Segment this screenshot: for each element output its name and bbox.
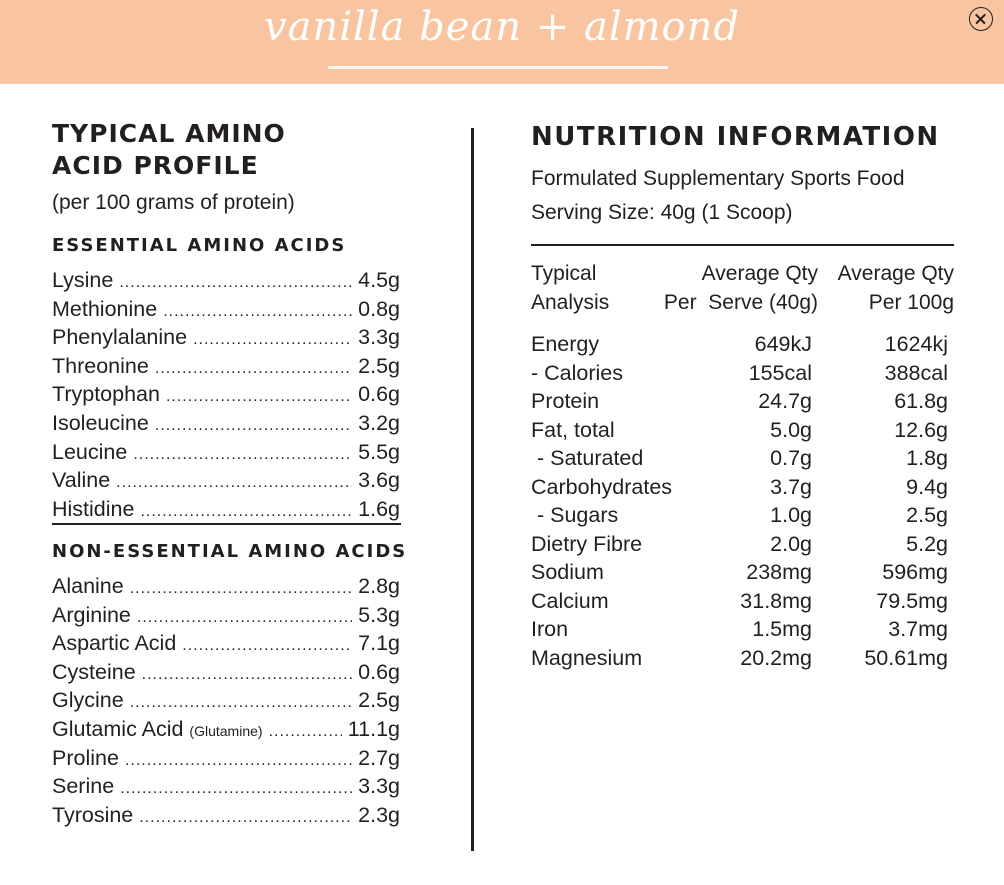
nutrition-row bbox=[531, 446, 954, 475]
header-typical-analysis bbox=[531, 259, 651, 317]
amino-name bbox=[52, 574, 124, 599]
nutrient-label: Fat, total bbox=[531, 417, 615, 442]
nutrition-table-header bbox=[531, 259, 954, 319]
nutrition-row bbox=[531, 361, 954, 390]
amino-row bbox=[52, 803, 400, 832]
header-col1-line1: Typical bbox=[531, 262, 597, 285]
dot-leader bbox=[116, 474, 352, 492]
amino-value: 5.3g bbox=[358, 602, 400, 627]
nutrient-label: Carbohydrates bbox=[531, 474, 673, 499]
amino-name bbox=[52, 440, 127, 465]
amino-row bbox=[52, 631, 400, 660]
nutrient-label: - Saturated bbox=[531, 446, 644, 470]
amino-name bbox=[52, 774, 114, 799]
amino-name bbox=[52, 803, 133, 828]
amino-row bbox=[52, 411, 400, 440]
amino-value: 0.8g bbox=[358, 296, 400, 321]
amino-name-text: Serine bbox=[52, 774, 115, 799]
per-100g-value: 1.8g bbox=[906, 446, 948, 470]
amino-name-text: Tyrosine bbox=[52, 802, 134, 827]
amino-value: 2.8g bbox=[358, 574, 400, 598]
dot-leader bbox=[166, 388, 352, 406]
amino-name-text: Valine bbox=[52, 468, 111, 493]
amino-name bbox=[52, 717, 263, 742]
per-100g-value: 61.8g bbox=[894, 389, 948, 413]
amino-name bbox=[52, 497, 134, 522]
nutrition-row bbox=[531, 560, 954, 589]
amino-name-text: Phenylalanine bbox=[52, 325, 188, 350]
dot-leader bbox=[140, 503, 352, 521]
nonessential-heading: NON-ESSENTIAL AMINO ACIDS bbox=[52, 541, 408, 562]
per-100g-value: 596mg bbox=[882, 560, 948, 584]
nutrition-row bbox=[531, 475, 954, 504]
dot-leader bbox=[120, 780, 352, 798]
amino-name bbox=[52, 660, 136, 685]
per-serve-value: 2.0g bbox=[770, 531, 812, 556]
amino-name-text: Histidine bbox=[52, 496, 135, 521]
header-col3-line1: Average Qty bbox=[837, 262, 954, 285]
amino-name bbox=[52, 354, 149, 379]
nutrition-row bbox=[531, 503, 954, 532]
dot-leader bbox=[155, 360, 352, 378]
nutrient-label: Magnesium bbox=[531, 645, 643, 670]
per-serve-value: 5.0g bbox=[770, 417, 812, 442]
flavour-underline bbox=[328, 66, 668, 69]
per-100g-value: 1624kj bbox=[884, 332, 948, 356]
amino-row bbox=[52, 268, 400, 297]
amino-heading: TYPICAL AMINO ACID PROFILE bbox=[52, 119, 286, 180]
amino-name-note: (Glutamine) bbox=[189, 722, 263, 739]
dot-leader bbox=[133, 446, 352, 464]
per-100g-value: 3.7mg bbox=[888, 617, 948, 641]
nutrition-table bbox=[531, 332, 954, 674]
amino-value: 3.3g bbox=[358, 325, 400, 350]
amino-name-text: Glycine bbox=[52, 688, 124, 713]
dot-leader bbox=[125, 752, 352, 770]
flavour-banner bbox=[0, 0, 1004, 84]
per-serve-value: 649kJ bbox=[754, 332, 812, 356]
nutrition-information bbox=[531, 118, 955, 670]
amino-row bbox=[52, 382, 400, 411]
nutrition-heading: NUTRITION INFORMATION bbox=[531, 122, 940, 152]
nutrition-row bbox=[531, 332, 954, 361]
flavour-title: vanilla bean + almond bbox=[264, 4, 740, 50]
dot-leader bbox=[182, 637, 352, 655]
dot-leader bbox=[119, 274, 352, 292]
amino-row bbox=[52, 297, 400, 326]
amino-value: 2.5g bbox=[358, 353, 400, 378]
nutrition-row bbox=[531, 389, 954, 418]
amino-name-text: Alanine bbox=[52, 574, 124, 598]
amino-row bbox=[52, 497, 400, 526]
nutrient-label: Calcium bbox=[531, 588, 609, 613]
dot-leader bbox=[130, 580, 352, 598]
amino-name bbox=[52, 468, 110, 493]
per-serve-value: 1.5mg bbox=[752, 617, 812, 641]
nutrient-label: - Sugars bbox=[531, 503, 619, 527]
amino-name-text: Leucine bbox=[52, 439, 128, 464]
amino-row bbox=[52, 774, 400, 803]
nutrition-row bbox=[531, 646, 954, 675]
amino-row bbox=[52, 688, 400, 717]
amino-value: 2.7g bbox=[358, 745, 400, 770]
amino-name-text: Proline bbox=[52, 745, 119, 770]
header-col1-line2: Analysis bbox=[531, 291, 610, 314]
amino-row bbox=[52, 574, 400, 603]
amino-name bbox=[52, 382, 160, 407]
amino-name-text: Isoleucine bbox=[52, 410, 149, 435]
amino-per-note: (per 100 grams of protein) bbox=[52, 191, 295, 214]
amino-value: 7.1g bbox=[358, 631, 400, 656]
per-serve-value: 20.2mg bbox=[740, 645, 812, 670]
amino-name-text: Methionine bbox=[52, 296, 158, 321]
header-per-100g bbox=[838, 259, 954, 317]
amino-name-text: Glutamic Acid bbox=[52, 716, 184, 741]
amino-row bbox=[52, 717, 400, 746]
column-divider bbox=[471, 128, 474, 851]
amino-name-text: Tryptophan bbox=[52, 382, 160, 407]
amino-name bbox=[52, 688, 124, 713]
amino-row bbox=[52, 440, 400, 469]
amino-name bbox=[52, 631, 176, 656]
close-icon[interactable] bbox=[969, 7, 993, 31]
nutrient-label: Iron bbox=[531, 617, 569, 641]
amino-value: 0.6g bbox=[358, 659, 400, 684]
essential-underline bbox=[52, 523, 401, 525]
amino-row bbox=[52, 603, 400, 632]
nutrition-row bbox=[531, 617, 954, 646]
essential-amino-list bbox=[52, 268, 400, 525]
per-100g-value: 79.5mg bbox=[876, 588, 948, 613]
dot-leader bbox=[155, 417, 352, 435]
amino-name bbox=[52, 603, 131, 628]
nutrition-row bbox=[531, 532, 954, 561]
dot-leader bbox=[139, 809, 352, 827]
per-serve-value: 0.7g bbox=[770, 446, 812, 470]
amino-name-text: Arginine bbox=[52, 602, 131, 627]
per-serve-value: 24.7g bbox=[758, 389, 812, 413]
dot-leader bbox=[137, 609, 352, 627]
amino-value: 2.5g bbox=[358, 688, 400, 713]
amino-value: 4.5g bbox=[358, 268, 400, 292]
nutrition-row bbox=[531, 418, 954, 447]
dot-leader bbox=[142, 666, 352, 684]
per-100g-value: 5.2g bbox=[906, 531, 948, 556]
dot-leader bbox=[130, 694, 352, 712]
nutrient-label: Protein bbox=[531, 389, 600, 413]
amino-row bbox=[52, 468, 400, 497]
amino-name-text: Threonine bbox=[52, 353, 149, 378]
per-serve-value: 3.7g bbox=[770, 474, 812, 499]
amino-value: 5.5g bbox=[358, 439, 400, 464]
per-100g-value: 2.5g bbox=[906, 503, 948, 527]
amino-value: 11.1g bbox=[347, 716, 400, 741]
essential-heading: ESSENTIAL AMINO ACIDS bbox=[52, 235, 347, 256]
per-100g-value: 12.6g bbox=[894, 417, 948, 442]
amino-name bbox=[52, 411, 149, 436]
header-col2-line1: Average Qty bbox=[701, 262, 818, 285]
nutrient-label: Energy bbox=[531, 332, 600, 356]
amino-row bbox=[52, 354, 400, 383]
amino-name-text: Cysteine bbox=[52, 659, 136, 684]
serving-size-label: Serving Size: bbox=[531, 201, 655, 224]
nonessential-amino-list bbox=[52, 574, 400, 831]
amino-name-text: Aspartic Acid bbox=[52, 631, 177, 656]
nutrient-label: Sodium bbox=[531, 560, 604, 584]
dot-leader bbox=[193, 331, 352, 349]
amino-value: 1.6g bbox=[358, 496, 400, 521]
nutrient-label: - Calories bbox=[531, 360, 623, 385]
amino-row bbox=[52, 746, 400, 775]
per-serve-value: 1.0g bbox=[770, 503, 812, 527]
per-100g-value: 388cal bbox=[884, 360, 948, 385]
amino-value: 3.2g bbox=[358, 410, 400, 435]
nutrition-row bbox=[531, 589, 954, 618]
amino-name bbox=[52, 268, 113, 293]
amino-value: 3.3g bbox=[358, 774, 400, 799]
nutrition-divider bbox=[531, 244, 954, 246]
header-col3-line2: Per 100g bbox=[868, 291, 954, 314]
nutrient-label: Dietry Fibre bbox=[531, 531, 643, 556]
amino-value: 3.6g bbox=[358, 468, 400, 493]
per-100g-value: 50.61mg bbox=[864, 645, 948, 670]
product-category: Formulated Supplementary Sports Food bbox=[531, 167, 905, 190]
amino-value: 0.6g bbox=[358, 382, 400, 407]
serving-size bbox=[531, 198, 955, 228]
per-serve-value: 155cal bbox=[748, 360, 812, 385]
amino-row bbox=[52, 660, 400, 689]
per-100g-value: 9.4g bbox=[906, 474, 948, 499]
per-serve-value: 31.8mg bbox=[740, 588, 812, 613]
serving-size-value: 40g (1 Scoop) bbox=[654, 201, 793, 224]
header-per-serve bbox=[664, 259, 818, 317]
amino-name bbox=[52, 325, 187, 350]
amino-name bbox=[52, 297, 157, 322]
dot-leader bbox=[163, 303, 352, 321]
per-serve-value: 238mg bbox=[746, 560, 812, 584]
dot-leader bbox=[269, 723, 342, 741]
amino-acid-profile bbox=[52, 118, 408, 827]
amino-name bbox=[52, 746, 119, 771]
amino-value: 2.3g bbox=[358, 802, 400, 827]
header-col2-line2: Per Serve (40g) bbox=[663, 291, 818, 314]
amino-name-text: Lysine bbox=[52, 268, 114, 292]
amino-row bbox=[52, 325, 400, 354]
